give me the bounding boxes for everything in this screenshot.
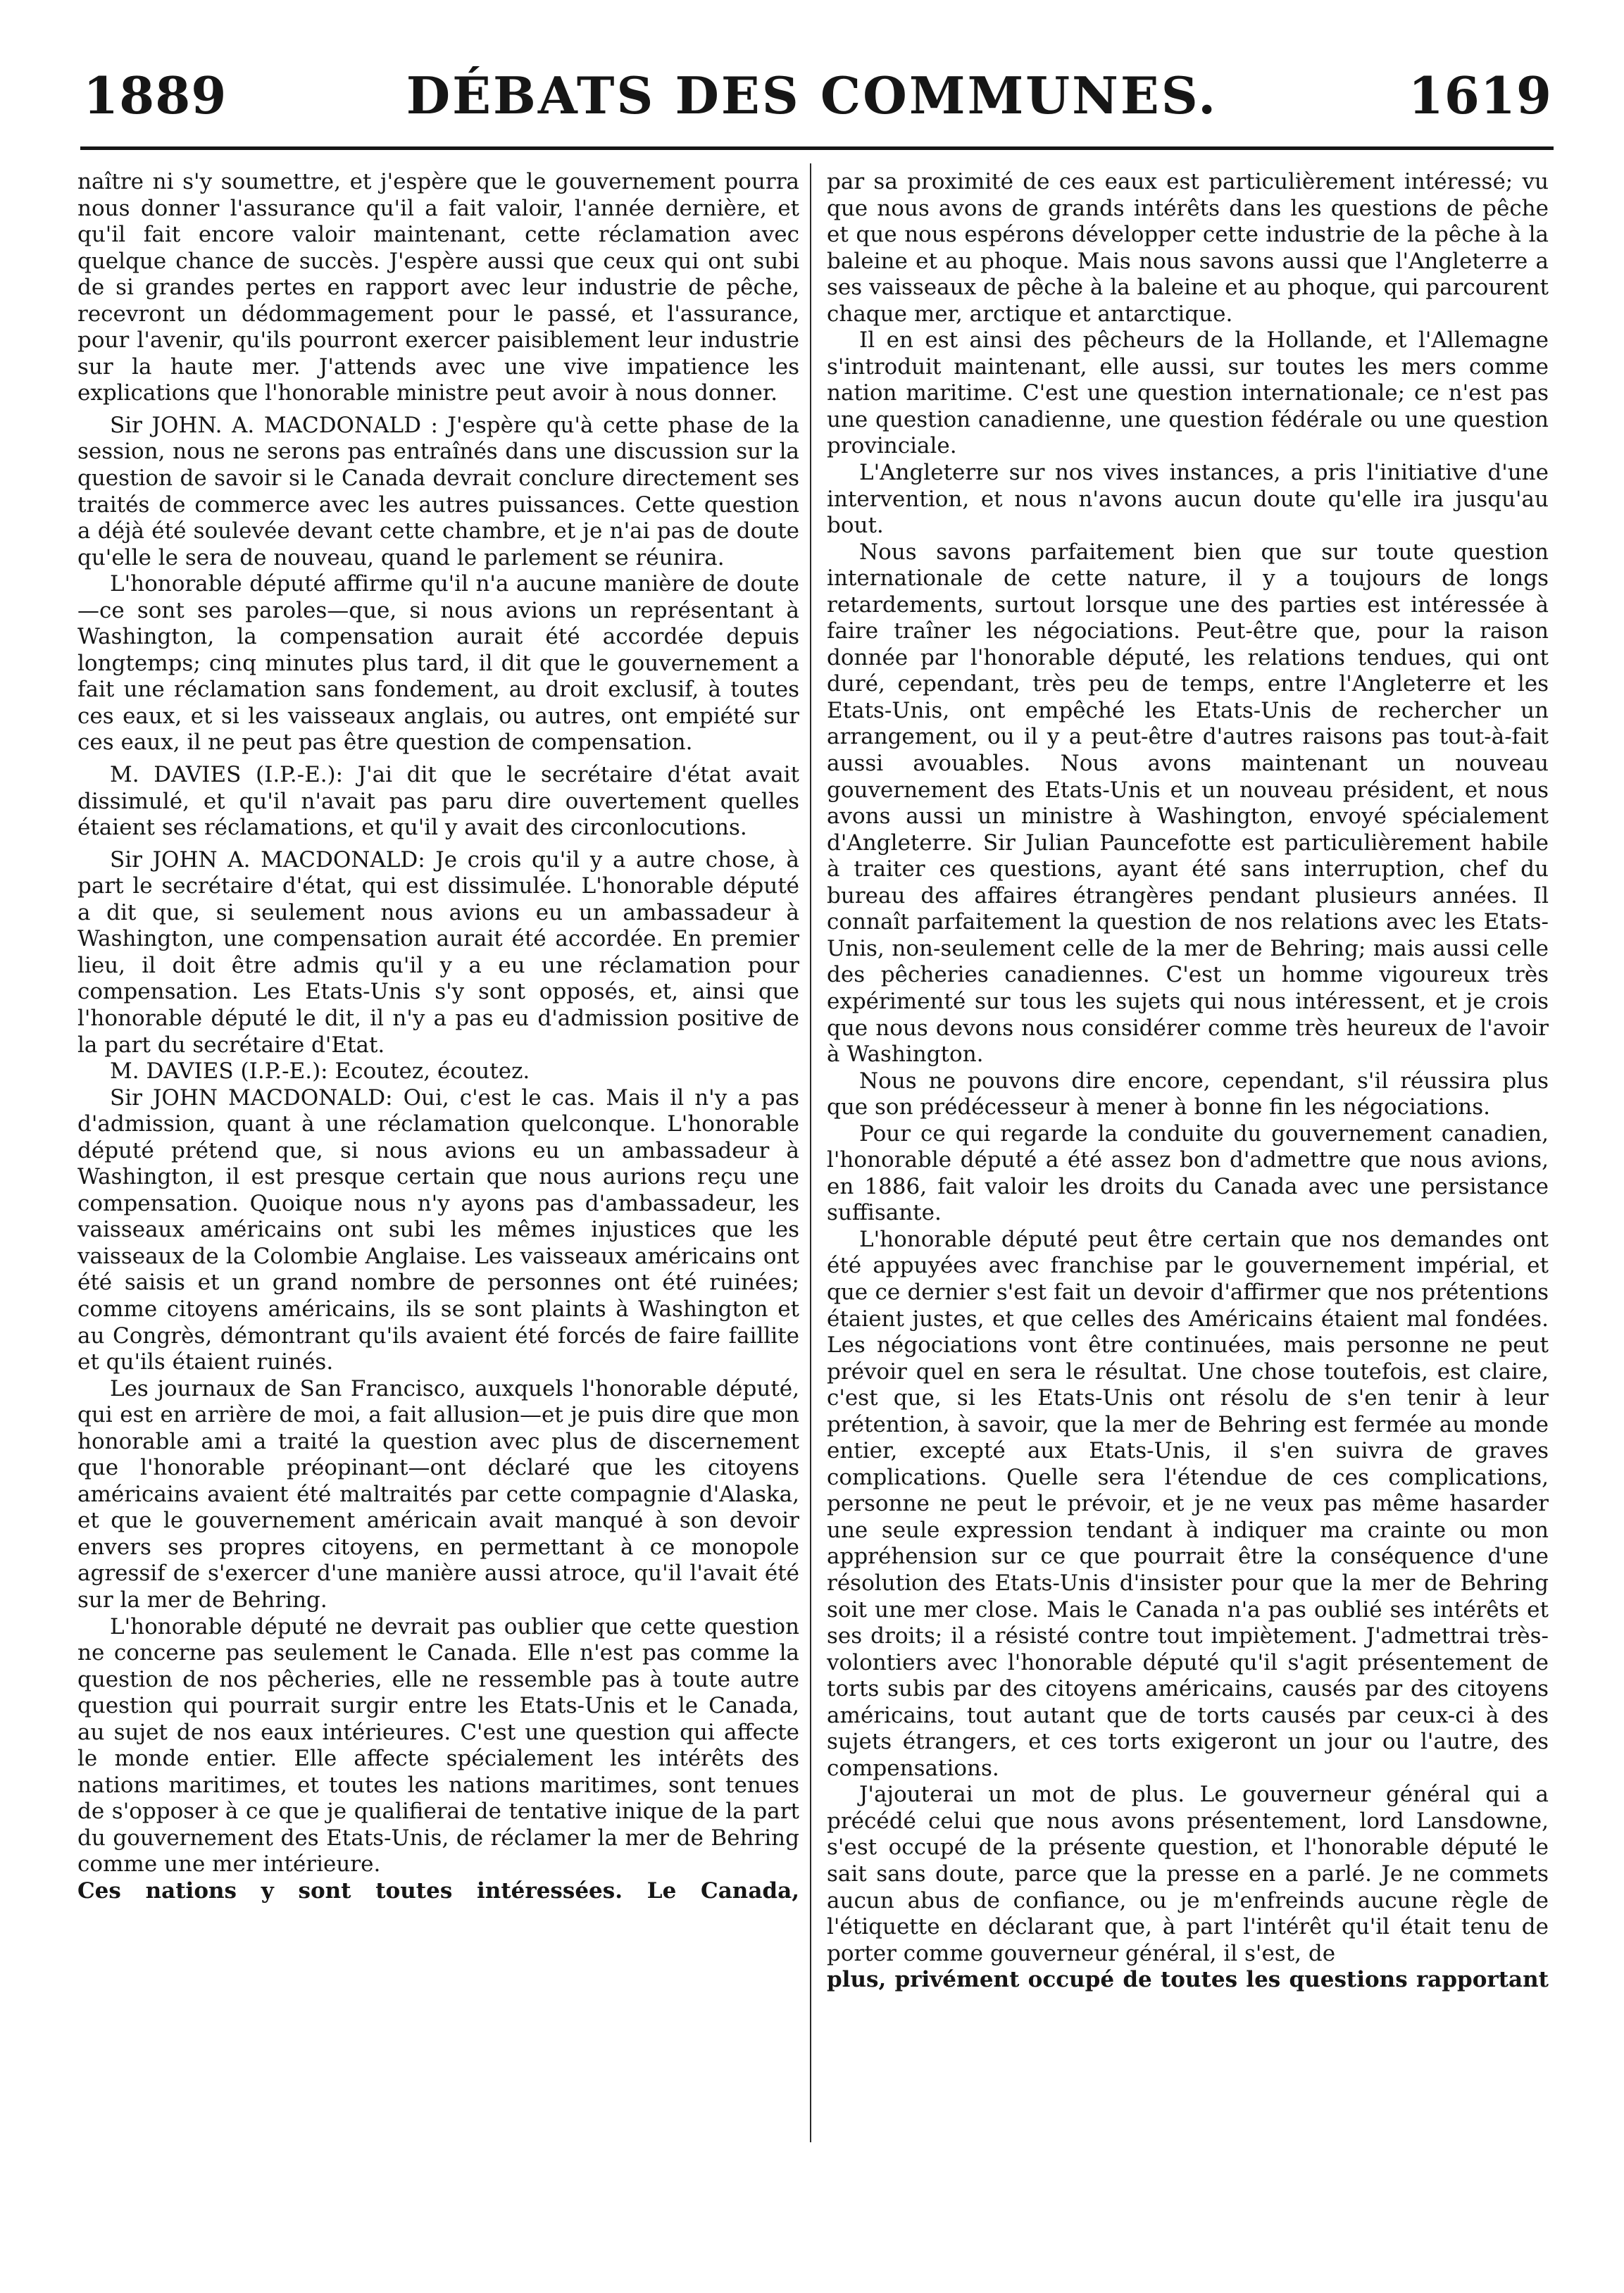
paragraph: L'Angleterre sur nos vives instances, a pris l'initiative d'une intervention, et nous n'avons aucun doute qu'elle ira jusqu'au bout.: [827, 460, 1549, 539]
paragraph: Sir JOHN. A. MACDONALD : J'espère qu'à cette phase de la session, nous ne serons pas entraînés dans une discussion sur la question de savoir si le Canada devrait conclure directement ses traités de commerce avec les autres puissances. Cette question a déjà été soulevée devant cette chambre, et je n'ai pas de doute qu'elle le sera de nouveau, quand le parlement se réunira.: [77, 412, 799, 570]
page-number: 1619: [1408, 65, 1552, 125]
paragraph: par sa proximité de ces eaux est particulièrement intéressé; vu que nous avons de grands intérêts dans les questions de pêche et que nous espérons développer cette industrie de la pêche à la baleine et au phoque. Mais nous savons aussi que l'Angleterre a ses vaisseaux de pêche à la baleine et au phoque, qui parcourent chaque mer, arctique et antarctique.: [827, 169, 1549, 327]
paragraph: Ces nations y sont toutes intéressées. Le Canada,: [77, 1878, 799, 1904]
paragraph: J'ajouterai un mot de plus. Le gouverneur général qui a précédé celui que nous avons présentement, lord Lansdowne, s'est occupé de la présente question, et l'honorable député le sait sans doute, parce que la presse en a parlé. Je ne commets aucun abus de confiance, ou je m'enfreinds aucune règle de l'étiquette en déclarant que, à part l'intérêt qu'il était tenu de porter comme gouverneur général, il s'est, de: [827, 1782, 1549, 1966]
paragraph: Les journaux de San Francisco, auxquels l'honorable député, qui est en arrière de moi, a fait allusion—et je puis dire que mon honorable ami a traité la question avec plus de discernement que l'honorable préopinant—ont déclaré que les citoyens américains avaient été maltraités par cette compagnie d'Alaska, et que le gouvernement américain avait manqué à son devoir envers ses propres citoyens, en permettant à ce monopole agressif de s'exercer d'une manière aussi atroce, qu'il l'avait été sur la mer de Behring.: [77, 1375, 799, 1613]
paragraph: M. DAVIES (I.P.-E.): J'ai dit que le secrétaire d'état avait dissimulé, et qu'il n'avait pas paru dire ouvertement quelles étaient ses réclamations, et qu'il y avait des circonlocutions.: [77, 762, 799, 841]
paragraph: naître ni s'y soumettre, et j'espère que le gouvernement pourra nous donner l'assurance qu'il a fait valoir, l'année dernière, et qu'il fait encore valoir maintenant, cette réclamation avec quelque chance de succès. J'espère aussi que ceux qui ont subi de si grandes pertes en rapport avec leur industrie de pêche, recevront un dédommagement pour le passé, et l'assurance, pour l'avenir, qu'ils pourront exercer paisiblement leur industrie sur la haute mer. J'attends avec une vive impatience les explications que l'honorable ministre peut avoir à nous donner.: [77, 169, 799, 406]
page-year: 1889: [83, 65, 227, 125]
page-title: DÉBATS DES COMMUNES.: [406, 65, 1218, 125]
paragraph: Pour ce qui regarde la conduite du gouvernement canadien, l'honorable député a été assez bon d'admettre que nous avions, en 1886, fait valoir les droits du Canada avec une persistance suffisante.: [827, 1120, 1549, 1226]
column-divider: [810, 163, 811, 2142]
paragraph: L'honorable député affirme qu'il n'a aucune manière de doute—ce sont ses paroles—que, si nous avions un représentant à Washington, la compensation aurait été accordée depuis longtemps; cinq minutes plus tard, il dit que le gouvernement a fait une réclamation sans fondement, au droit exclusif, à toutes ces eaux, et si les vaisseaux anglais, ou autres, ont empiété sur ces eaux, il ne peut pas être question de compensation.: [77, 571, 799, 756]
paragraph: M. DAVIES (I.P.-E.): Ecoutez, écoutez.: [110, 1058, 530, 1085]
paragraph: Nous savons parfaitement bien que sur toute question internationale de cette nature, il y a toujours de longs retardements, surtout lorsque une des parties est intéressée à faire traîner les négociations. Peut-être que, pour la raison donnée par l'honorable député, les relations tendues, qui ont duré, cependant, très peu de temps, entre l'Angleterre et les Etats-Unis, ont empêché les Etats-Unis de rechercher un arrangement, ou il y a peut-être d'autres raisons pas tout-à-fait aussi avouables. Nous avons maintenant un nouveau gouvernement des Etats-Unis et un nouveau président, et nous avons aussi un ministre à Washington, envoyé spécialement d'Angleterre. Sir Julian Pauncefotte est particulièrement habile à traiter ces questions, ayant été sans interruption, chef du bureau des affaires étrangères pendant plusieurs années. Il connaît parfaitement la question de nos relations avec les Etats-Unis, non-seulement celle de la mer de Behring; mais aussi celle des pêcheries canadiennes. C'est un homme vigoureux très expérimenté sur tous les sujets qui nous intéressent, et je crois que nous devons nous considérer comme très heureux de l'avoir à Washington.: [827, 539, 1549, 1068]
header-rule: [80, 146, 1554, 150]
paragraph: L'honorable député ne devrait pas oublier que cette question ne concerne pas seulement le Canada. Elle n'est pas comme la question de nos pêcheries, elle ne ressemble pas à toute autre question qui pourrait surgir entre les Etats-Unis et le Canada, au sujet de nos eaux intérieures. C'est une question qui affecte le monde entier. Elle affecte spécialement les intérêts des nations maritimes, et toutes les nations maritimes, sont tenues de s'opposer à ce que je qualifierai de tentative inique de la part du gouvernement des Etats-Unis, de réclamer la mer de Behring comme une mer intérieure.: [77, 1613, 799, 1877]
paragraph: plus, privément occupé de toutes les questions rapportant: [827, 1967, 1549, 1993]
left-column: [77, 169, 799, 1905]
right-column: [827, 169, 1549, 1994]
paragraph: L'honorable député peut être certain que nos demandes ont été appuyées avec franchise par le gouvernement impérial, et que ce dernier s'est fait un devoir d'affirmer que nos prétentions étaient justes, et que celles des Américains étaient mal fondées. Les négociations vont être continuées, mais personne ne peut prévoir quel en sera le résultat. Une chose toutefois, est claire, c'est que, si les Etats-Unis ont résolu de s'en tenir à leur prétention, à savoir, que la mer de Behring est fermée au monde entier, excepté aux Etats-Unis, il s'en suivra de graves complications. Quelle sera l'étendue de ces complications, personne ne peut le prévoir, et je ne veux pas même hasarder une seule expression tendant à indiquer ma crainte ou mon appréhension sur ce que pourrait être la conséquence d'une résolution des Etats-Unis d'insister pour que la mer de Behring soit une mer close. Mais le Canada n'a pas oublié ses intérêts et ses droits; il a résisté contre tout impiètement. J'admettrai très-volontiers avec l'honorable député qu'il s'agit présentement de torts subis par des citoyens américains, causés par des citoyens américains, tout autant que de torts causés par ceux-ci à des sujets étrangers, et ces torts exigeront un jour ou l'autre, des compensations.: [827, 1226, 1549, 1781]
paragraph: Sir JOHN A. MACDONALD: Je crois qu'il y a autre chose, à part le secrétaire d'état, qui est dissimulée. L'honorable député a dit que, si seulement nous avions eu un ambassadeur à Washington, une compensation aurait été accordée. En premier lieu, il doit être admis qu'il y a eu une réclamation pour compensation. Les Etats-Unis s'y sont opposés, et, ainsi que l'honorable député le dit, il n'y a pas eu d'admission positive de la part du secrétaire d'Etat.: [77, 846, 799, 1058]
paragraph: Nous ne pouvons dire encore, cependant, s'il réussira plus que son prédécesseur à mener à bonne fin les négociations.: [827, 1068, 1549, 1120]
paragraph: Il en est ainsi des pêcheurs de la Hollande, et l'Allemagne s'introduit maintenant, elle aussi, sur toutes les mers comme nation maritime. C'est une question internationale; ce n'est pas une question canadienne, une question fédérale ou une question provinciale.: [827, 327, 1549, 459]
page-header: [0, 0, 1624, 141]
paragraph: Sir JOHN MACDONALD: Oui, c'est le cas. Mais il n'y a pas d'admission, quant à une réclamation quelconque. L'honorable député prétend que, si nous avions eu un ambassadeur à Washington, il est presque certain que nous aurions reçu une compensation. Quoique nous n'y ayons pas d'ambassadeur, les vaisseaux américains ont subi les mêmes injustices que les vaisseaux de la Colombie Anglaise. Les vaisseaux américains ont été saisis et un grand nombre de personnes ont été ruinées; comme citoyens américains, ils se sont plaints à Washington et au Congrès, démontrant qu'ils avaient été forcés de faire faillite et qu'ils étaient ruinés.: [77, 1085, 799, 1375]
